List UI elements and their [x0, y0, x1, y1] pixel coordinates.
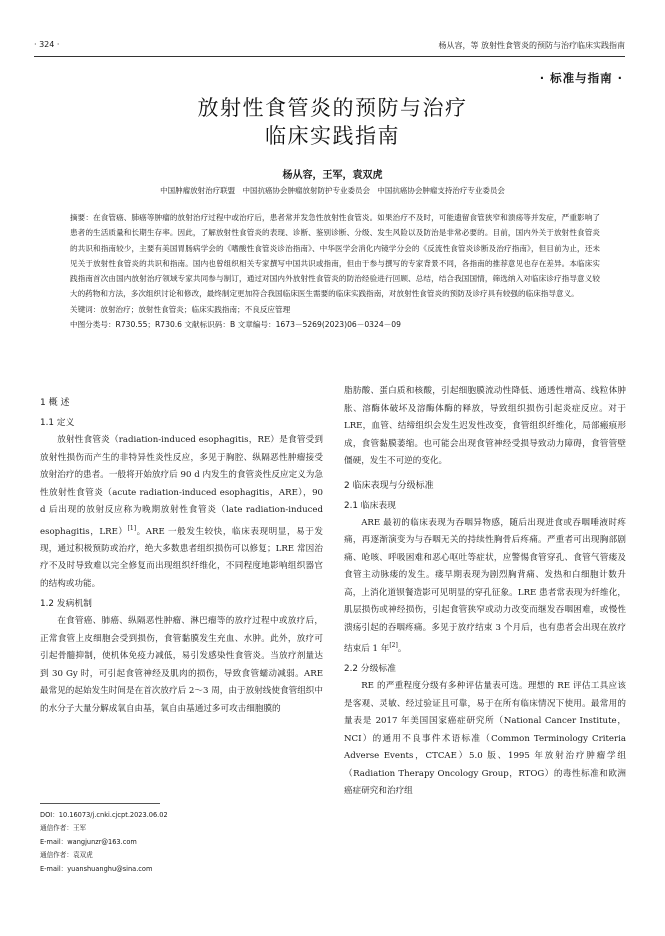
- paragraph-clinical-manifestation: [344, 515, 626, 659]
- article-title: [0, 94, 665, 150]
- paragraph-clinical-end: 。: [397, 643, 407, 654]
- right-column: [344, 383, 626, 801]
- abstract-text: 摘要：在食管癌、肺癌等肿瘤的放射治疗过程中或治疗后，患者常并发急性放射性食管炎。如果治疗不及时，可能遗留食管狭窄和溃疡等并发症，严重影响了患者的生活质量和长期生存率。因此，了解放射性食管炎的表现、诊断、鉴别诊断、分级、发生风险以及防治是非常必要的。目前，国内外关于放射性食管炎的共识和指南较少，主要有美国胃肠病学会的《嗜酸性食管炎诊治指南》、中华医学会消化内镜学分会的《反流性食管炎诊断及治疗指南》，但目前为止，还未见关于放射性食管炎的共识和指南。国内也曾组织相关专家撰写中国共识或指南，但由于参与撰写的专家背景不同，各指南的推荐意见也存在差异。本临床实践指南首次由国内放射治疗领域专家共同参与制订，通过对国内外放射性食管炎的防治经验进行回顾、总结，结合我国国情，筛选纳入对临床诊疗指导意义较大的药物和方法，多次组织讨论和修改，最终制定更加符合我国临床医生需要的临床实践指南，对放射性食管炎的预防及诊疗具有较强的临床指导意义。: [70, 213, 600, 299]
- paragraph-definition: [40, 432, 323, 593]
- header-rule: [34, 56, 625, 57]
- paragraph-definition-end: 。: [136, 526, 146, 537]
- classification-line: 中图分类号：R730.55；R730.6 文献标识码：B 文章编号：1673－5269(2023)06－0324－09: [70, 320, 401, 330]
- heading-definition: 1.1 定义: [40, 418, 75, 428]
- corresponding-email-1: E-mail：wangjunzr@163.com: [40, 837, 137, 846]
- affiliations: 中国肿瘤放射治疗联盟 中国抗癌协会肿瘤放射防护专业委员会 中国抗癌协会肿瘤支持治疗专业委员会: [160, 186, 505, 195]
- running-head-title: 杨从容，等 放射性食管炎的预防与治疗临床实践指南: [438, 41, 625, 50]
- running-head: [34, 40, 625, 54]
- heading-clinical-grading: 2 临床表现与分级标准: [344, 480, 434, 491]
- article-title-line-1: 放射性食管炎的预防与治疗: [197, 96, 468, 120]
- corresponding-author-2: 通信作者：袁双虎: [40, 851, 93, 860]
- heading-clinical-manifestation: 2.1 临床表现: [344, 500, 396, 511]
- corresponding-author-1: 通信作者：王军: [40, 824, 87, 833]
- footnote-rule: [40, 803, 160, 804]
- paragraph-definition-text: 放射性食管炎（radiation-induced esophagitis，RE）是食管受到放射性损伤而产生的非特异性炎性反应，多见于胸腔、纵隔恶性肿瘤接受放射治疗的患者。一般将开始放疗后 90 d 内发生的食管炎性反应定义为急性放射性食管炎（acute radiation-induced esophagitis，ARE），90 d 后出现的放射反应称为晚期放射性食管炎（late radiation-induced esophagitis，LRE）: [40, 435, 323, 537]
- page-number: · 324 ·: [34, 40, 60, 49]
- paragraph-clinical-text: ARE 最初的临床表现为吞咽异物感，随后出现进食或吞咽唾液时疼痛，再逐渐演变为与吞咽无关的持续性胸骨后疼痛。严重者可出现胸部剧痛、呛咳、呼吸困难和恶心呕吐等症状，应警惕食管穿孔、食管气管瘘及食管主动脉瘘的发生。瘘早期表现为剧烈胸背痛、发热和白细胞计数升高，上消化道钡餐造影可见明显的穿孔征象。LRE 患者常表现为纤维化，肌层损伤或神经损伤，引起食管狭窄或动力改变而继发吞咽困难，或慢性溃疡引起的吞咽疼痛。多见于放疗结束 3 个月后，也有患者会出现在放疗结束后 1 年: [344, 517, 626, 654]
- doi: DOI：10.16073/j.cnki.cjcpt.2023.06.02: [40, 811, 168, 819]
- footnotes: [40, 809, 323, 876]
- heading-overview: 1 概 述: [40, 398, 70, 408]
- paragraph-mechanism: 在食管癌、肺癌、纵隔恶性肿瘤、淋巴瘤等的放疗过程中或放疗后，正常食管上皮细胞会受到损伤，食管黏膜发生充血、水肿。此外，放疗可引起骨髓抑制，使机体免疫力减低，易引发感染性食管炎。当放疗剂量达到 30 Gy 时，可引起食管神经及肌肉的损伤，导致食管蠕动减弱。ARE 最常见的起始发生时间是在首次放疗后 2～3 周，由于放射线使食管组织中的水分子大量分解成氧自由基，氧自由基通过多可攻击细胞膜的: [40, 616, 323, 714]
- citation-1: [1]: [127, 524, 137, 532]
- paragraph-mechanism-cont: 脂肪酸、蛋白质和核酸，引起细胞膜流动性降低、通透性增高、线粒体肿胀、溶酶体破坏及溶酶体酶的释放，导致组织损伤引起炎症反应。对于 LRE，血管、结缔组织会发生迟发性改变，食管组织纤维化，局部瘢痕形成，食管黏膜萎缩。也可能会出现食管神经受损导致动力障碍，食管管壁僵硬，发生不可逆的变化。: [344, 386, 626, 466]
- left-column: [40, 388, 323, 718]
- paragraph-grading-criteria: RE 的严重程度分级有多种评估量表可选。理想的 RE 评估工具应该是客观、灵敏、经过验证且可靠，易于在所有临床情况下使用。最常用的量表是 2017 年美国国家癌症研究所（National Cancer Institute，NCI）的通用不良事件术语标准（Common Terminology Criteria Adverse Events，CTCAE）5.0 版、1995 年放射治疗肿瘤学组（Radiation Therapy Oncology Group，RTOG）的毒性标准和欧洲癌症研究和治疗组: [344, 681, 626, 797]
- section-tag: · 标准与指南 ·: [539, 71, 623, 85]
- abstract: [70, 210, 600, 332]
- heading-mechanism: 1.2 发病机制: [40, 599, 92, 610]
- authors: 杨从容，王军，袁双虎: [282, 170, 383, 181]
- keywords: 关键词：放射治疗；放射性食管炎；临床实践指南；不良反应管理: [70, 304, 291, 314]
- article-title-line-2: 临床实践指南: [265, 124, 400, 148]
- corresponding-email-2: E-mail：yuanshuanghu@sina.com: [40, 864, 153, 873]
- heading-grading-criteria: 2.2 分级标准: [344, 664, 396, 675]
- citation-2: [2]: [389, 642, 398, 649]
- paragraph-definition-cont: ARE 一般发生较快，临床表现明显，易于发现，通过积极预防或治疗，绝大多数患者组织损伤可以修复；LRE 常因治疗不及时导致难以完全修复而出现组织纤维化，不同程度地影响组织器官的结构或功能。: [40, 526, 323, 589]
